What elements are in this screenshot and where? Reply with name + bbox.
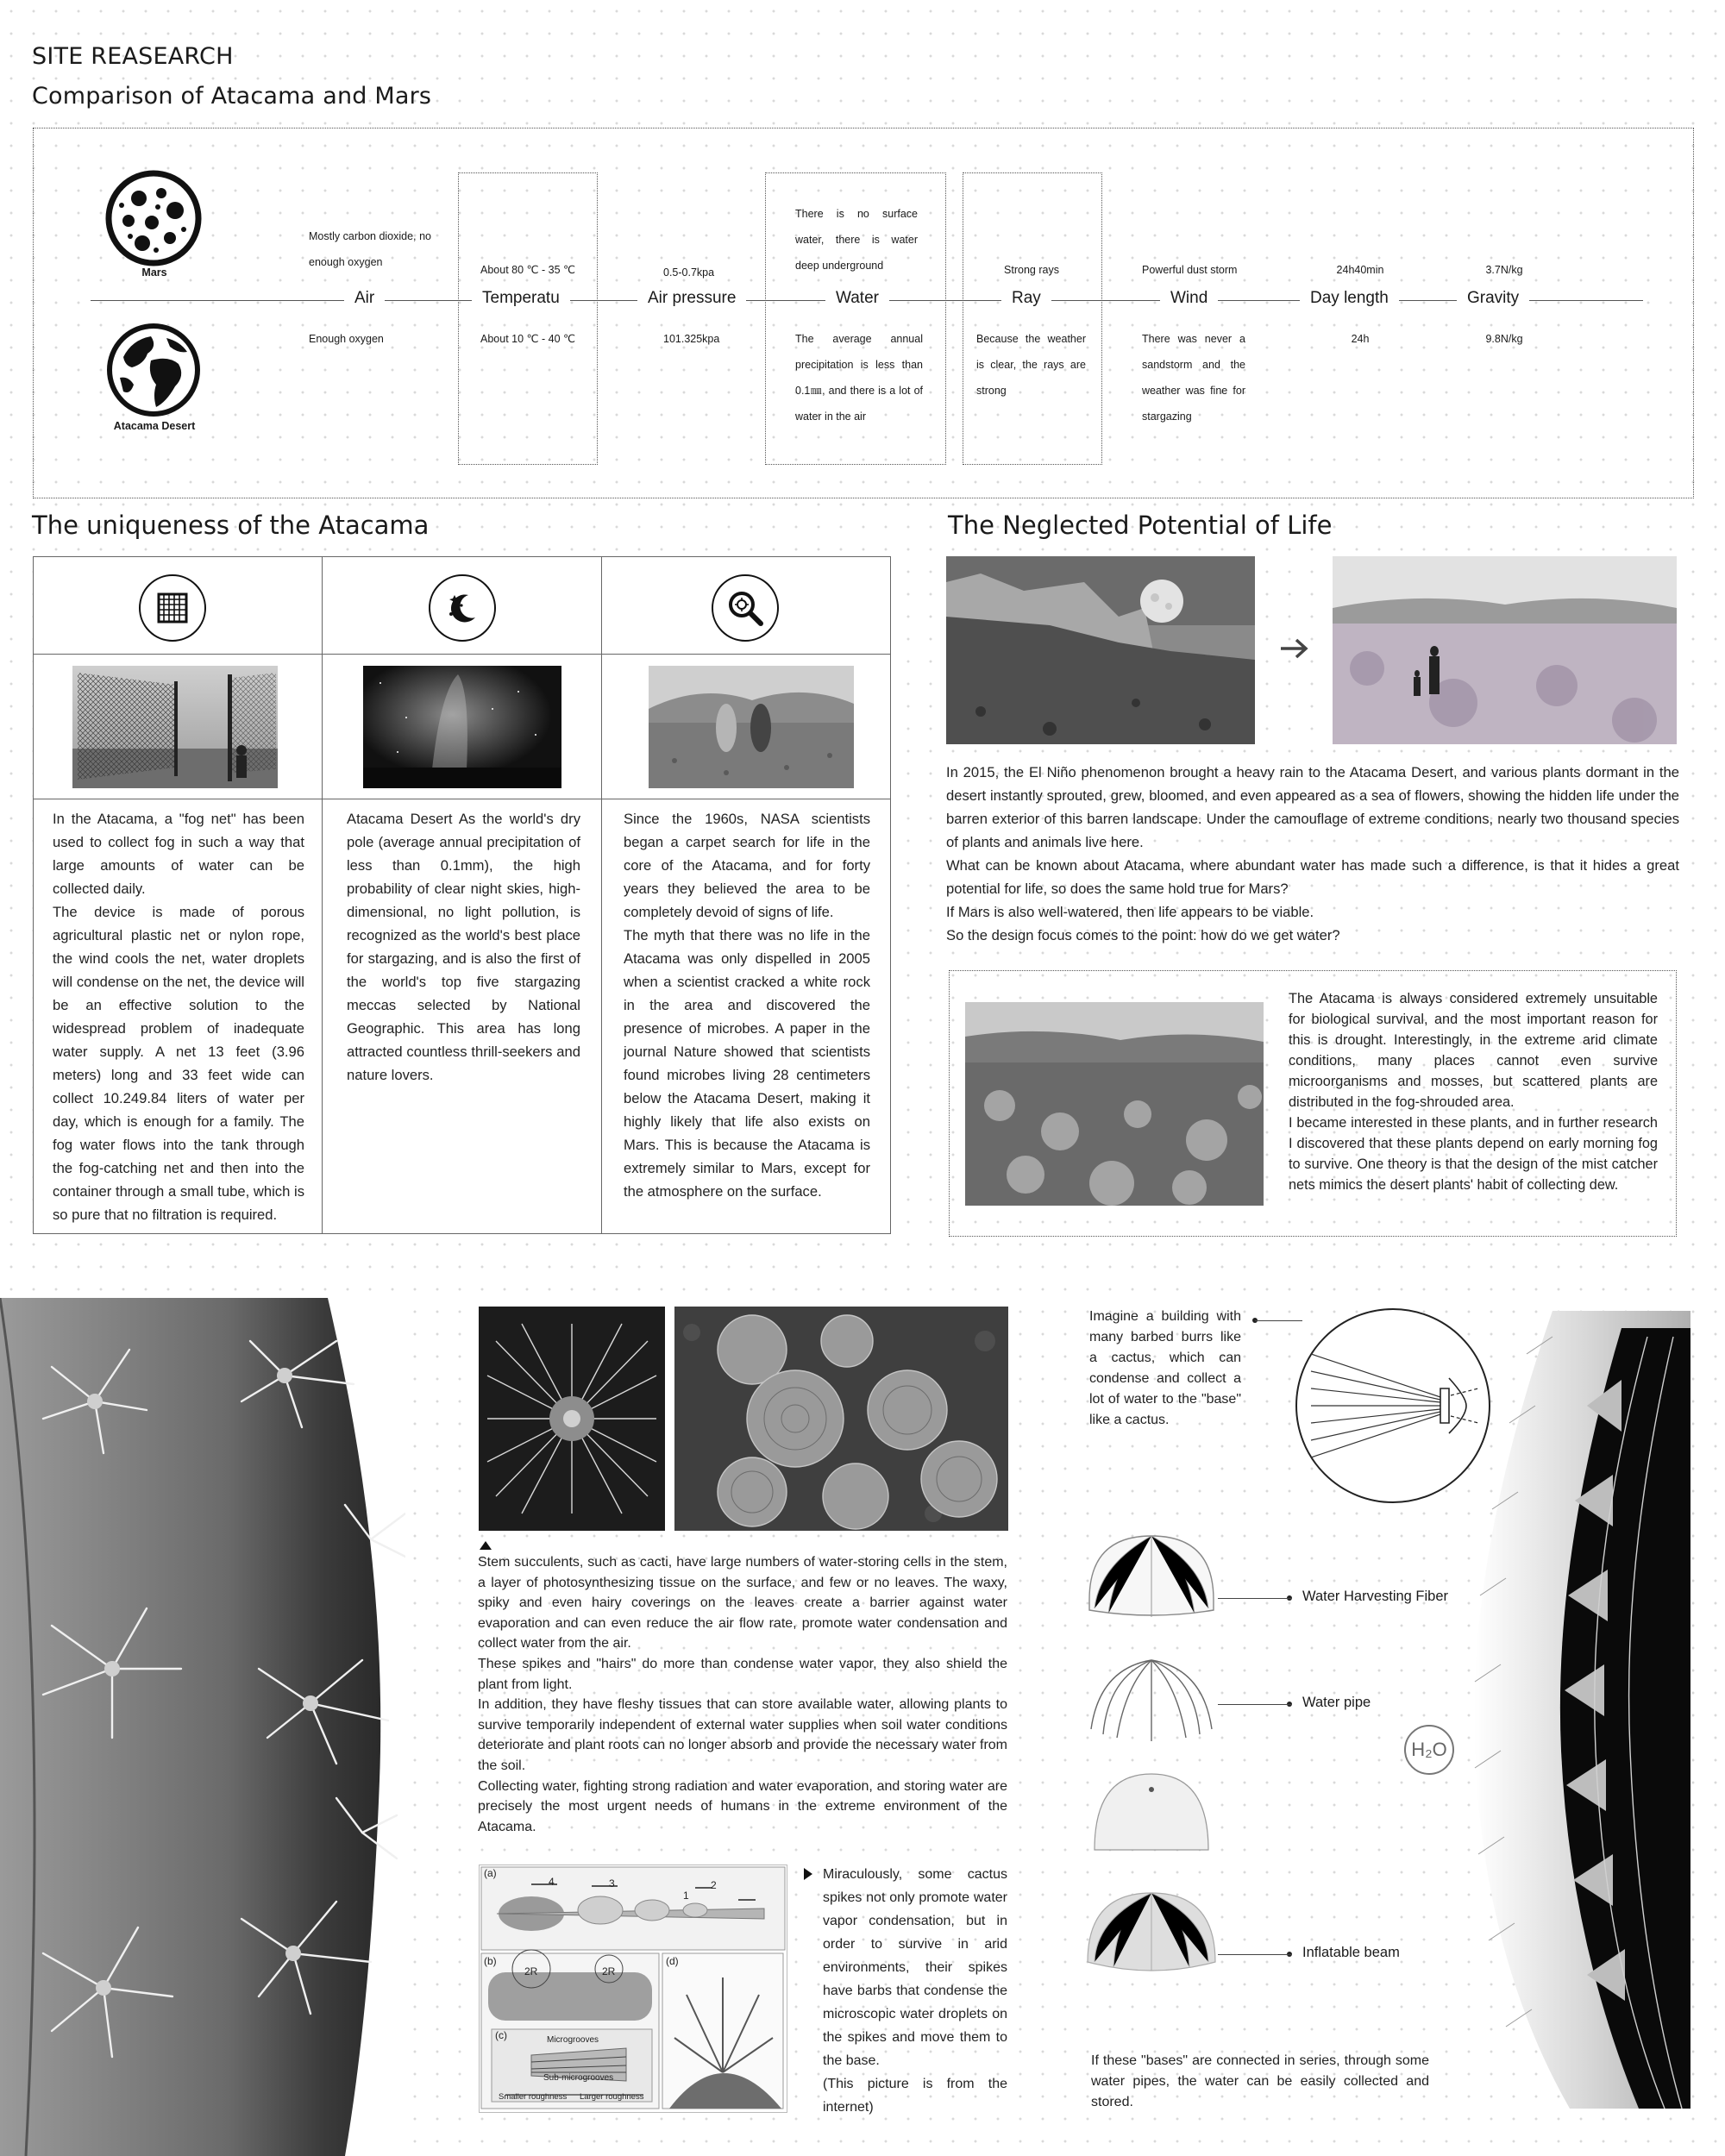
night-sky-photo	[363, 666, 561, 788]
desert-plants-photo	[965, 1002, 1264, 1206]
mars-label: Mars	[141, 266, 167, 279]
cactus-closeup-photo	[0, 1298, 405, 2156]
day-length-atacama: 24h	[1351, 333, 1370, 345]
diagram-label-c: (c)	[495, 2029, 507, 2041]
mars-icon	[104, 169, 203, 272]
microbe-search-icon	[712, 574, 779, 642]
air-mars: Mostly carbon dioxide, no enough oxygen	[309, 230, 431, 268]
nasa-search-photo	[649, 666, 854, 788]
page-title: SITE REASEARCH	[32, 43, 234, 70]
water-harvesting-fiber-label: Water Harvesting Fiber	[1302, 1589, 1449, 1604]
label-day-length: Day length	[1300, 289, 1399, 308]
temperature-box	[458, 172, 598, 465]
page-subtitle: Comparison of Atacama and Mars	[32, 83, 432, 110]
diagram-smaller-roughness: Smaller roughness	[499, 2092, 568, 2102]
diagram-2r-left: 2R	[524, 1965, 538, 1977]
diagram-label-d: (d)	[666, 1955, 679, 1967]
diagram-label-b: (b)	[484, 1955, 497, 1967]
ray-atacama: Because the weather is clear, the rays are strong	[976, 333, 1086, 397]
air-pressure-mars: 0.5-0.7kpa	[663, 266, 715, 279]
diagram-larger-roughness: Larger roughness	[580, 2092, 644, 2102]
gravity-atacama: 9.8N/kg	[1485, 333, 1523, 345]
diagram-number-1: 1	[683, 1890, 689, 1902]
inflatable-beam-label: Inflatable beam	[1302, 1945, 1400, 1960]
triangle-right-icon	[804, 1868, 812, 1884]
temperature-mars: About 80 ℃ - 35 ℃	[480, 264, 576, 276]
diagram-submicrogrooves: Sub-microgrooves	[543, 2073, 614, 2083]
label-wind: Wind	[1160, 289, 1218, 308]
potential-box	[949, 970, 1677, 1237]
spike-text: Miraculously, some cactus spikes not only promote water vapor condensation, but in order to survive in arid environments, their spikes have barbs that condense the microscopic water droplets on the spikes and move them to the base. (This picture is from the internet)	[823, 1867, 1007, 2115]
label-gravity: Gravity	[1457, 289, 1529, 308]
day-length-mars: 24h40min	[1336, 264, 1384, 276]
net-icon	[139, 574, 206, 642]
water-mars: There is no surface water, there is water deep underground	[795, 208, 918, 272]
arrow-right-icon	[1279, 636, 1310, 665]
comparison-panel	[33, 128, 1694, 498]
water-pipe-label: Water pipe	[1302, 1695, 1371, 1710]
desert-moon-photo	[946, 556, 1255, 744]
potential-box-text: The Atacama is always considered extremely unsuitable for biological survival, and the most important reason for this is drought. Interestingly, in the extreme arid climate conditions, many places cannot even survive microorganisms and mosses, but scattered plants are distributed in the fog-shrouded area. I became interested in these plants, and in further research I discovered that these plants depend on early morning fog to survive. One theory is that the design of the mist catcher nets mimics the desert plants' habit of collecting dew.	[1289, 991, 1658, 1193]
diagram-number-2: 2	[711, 1879, 717, 1891]
cactus-top-photo	[479, 1307, 665, 1531]
spike-diagram	[479, 1865, 787, 2113]
moon-stars-icon	[429, 574, 496, 642]
diagram-microgrooves: Microgrooves	[547, 2035, 599, 2045]
dome-diagram	[1082, 1531, 1220, 1984]
temperature-atacama: About 10 ℃ - 40 ℃	[480, 333, 576, 345]
atacama-label: Atacama Desert	[113, 420, 196, 432]
life-search-text: Since the 1960s, NASA scientists began a carpet search for life in the core of the Atacama, and for forty years they believed the area to be completely devoid of signs of life. The myth that there was no life in the Atacama was only dispelled in 2005 when a scientist cracked a white rock in the area and discovered the presence of microbes. A paper in the journal Nature showed that scientists found microbes living 28 centimeters below the Atacama Desert, making it highly likely that life also exists on Mars. This is because the Atacama is extremely similar to Mars, except for the atmosphere on the surface.	[624, 811, 870, 1200]
ray-box	[963, 172, 1102, 465]
label-ray: Ray	[1001, 289, 1051, 308]
flower-field-photo	[1333, 556, 1677, 744]
succulents-text: Stem succulents, such as cacti, have large numbers of water-storing cells in the stem, a layer of photosynthesizing tissue on the surface, and few or no leaves. The waxy, spiky and even hairy coverings on the leaves create a barrier against water evaporation and can even reduce the air flow rate, promote water condensation and collect water from the air. These spikes and "hairs" do more than condense water vapor, they also shield the plant from light. In addition, they have fleshy tissues that can store available water, allowing plants to survive temporarily independent of external water supplies when soil water conditions deteriorate and plant roots can no longer absorb and provide the necessary water from the soil. Collecting water, fighting strong radiation and water evaporation, and storing water are precisely the most urgent needs of humans in the extreme environment of the Atacama.	[478, 1555, 1007, 1834]
label-temperature: Temperatu	[472, 289, 570, 308]
beam-pointer-line	[1218, 1954, 1292, 1955]
fog-net-text: In the Atacama, a "fog net" has been used to collect fog in such a way that large amounts of water can be collected daily. The device is made of porous agricultural plastic net or nylon rope, the wind cools the net, water droplets will condense on the net, the device will be an effective solution to the widespread problem of inadequate water supply. A net 13 feet (3.96 meters) long and 33 feet wide can collect 10.249.84 liters of water per day, which is enough for a family. The fog water flows into the tank through the fog-catching net and then into the container through a small tube, which is so pure that no filtration is required.	[53, 811, 304, 1223]
uniqueness-table	[33, 556, 891, 1234]
uniqueness-title: The uniqueness of the Atacama	[32, 511, 430, 540]
air-pressure-atacama: 101.325kpa	[663, 333, 720, 345]
diagram-label-a: (a)	[484, 1867, 497, 1879]
diagram-number-4: 4	[549, 1876, 555, 1888]
gravity-mars: 3.7N/kg	[1485, 264, 1523, 276]
stargazing-text: Atacama Desert As the world's dry pole (average annual precipitation of less than 0.1mm), the high probability of clear night skies, high-dimensional, no light pollution, is recognized as the world's best place for stargazing, and is also the first of the world's top five stargazing meccas selected by National Geographic. This area has long attracted countless thrill-seekers and nature lovers.	[347, 811, 580, 1083]
fog-net-photo	[72, 666, 278, 788]
ray-mars: Strong rays	[1004, 264, 1059, 276]
water-atacama: The average annual precipitation is less than 0.1㎜, and there is a lot of water in the air	[795, 333, 923, 423]
bases-text: If these "bases" are connected in series, through some water pipes, the water can be easily collected and stored.	[1091, 2053, 1429, 2109]
potential-title: The Neglected Potential of Life	[948, 511, 1333, 540]
pipe-pointer-line	[1218, 1704, 1292, 1705]
label-water: Water	[825, 289, 889, 308]
wind-mars: Powerful dust storm	[1142, 264, 1238, 276]
diagram-number-3: 3	[609, 1877, 615, 1890]
barbed-building-render	[1449, 1302, 1690, 2113]
fiber-pointer-line	[1218, 1598, 1292, 1599]
wind-atacama: There was never a sandstorm and the weather was fine for stargazing	[1142, 333, 1245, 423]
label-air-pressure: Air pressure	[637, 289, 746, 308]
potential-text: In 2015, the El Niño phenomenon brought a heavy rain to the Atacama Desert, and various plants dormant in the desert instantly sprouted, grew, bloomed, and even appeared as a sea of flowers, showing the hidden life under the barren exterior of this barren landscape. Under the camouflage of extreme conditions, nearly two thousand species of plants and animals live here. What can be known about Atacama, where abundant water has made such a difference, is that it hides a great potential for life, so does the same hold true for Mars? If Mars is also well-watered, then life appears to be viable. So the design focus comes to the point: how do we get water?	[946, 764, 1679, 943]
air-atacama: Enough oxygen	[309, 333, 384, 345]
earth-icon	[106, 323, 201, 422]
imagine-text: Imagine a building with many barbed burrs like a cactus, which can condense and collect a lot of water to the "base" like a cactus.	[1089, 1309, 1241, 1427]
h2o-bubble: H₂O	[1404, 1725, 1454, 1775]
succulent-photo	[674, 1307, 1008, 1531]
diagram-2r-right: 2R	[602, 1965, 616, 1977]
label-air: Air	[344, 289, 385, 308]
